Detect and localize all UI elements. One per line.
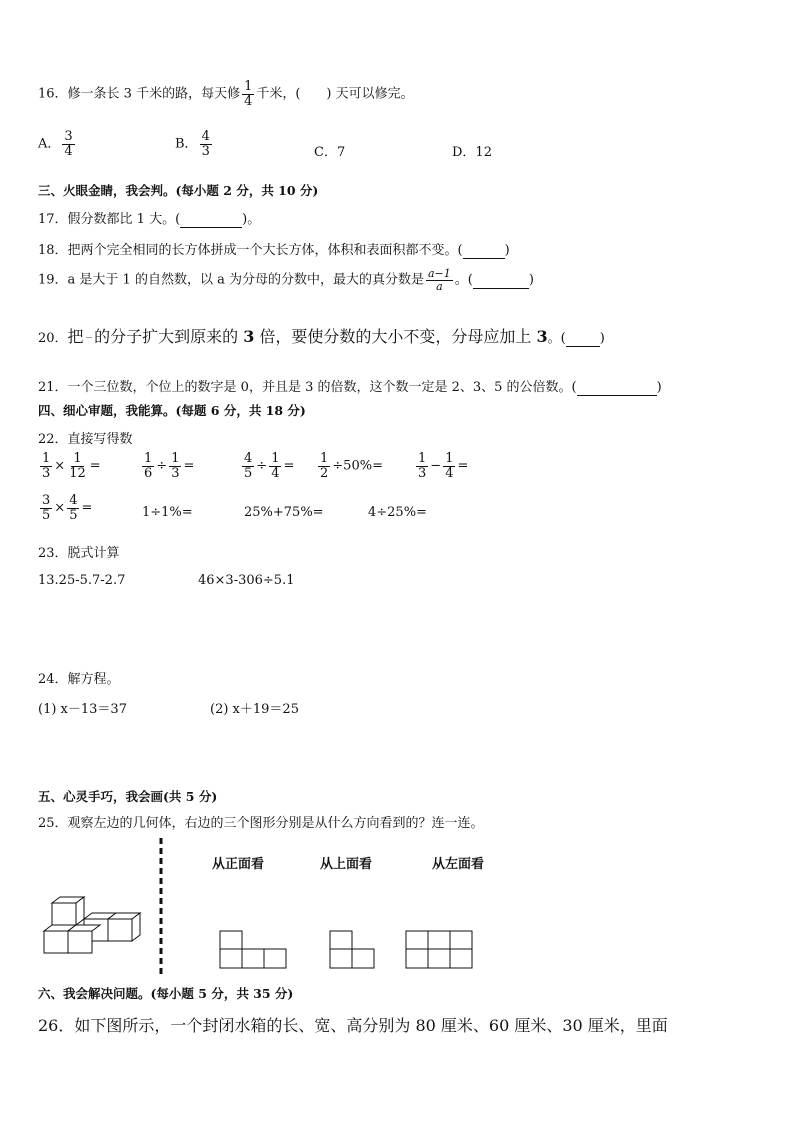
q18-text: 18．把两个完全相同的长方体拼成一个大长方体，体积和表面积都不变。( [38, 243, 463, 258]
frac-numerator: 3 [42, 493, 51, 508]
frac-numerator: 4 [244, 451, 253, 466]
q18-end: ) [504, 243, 510, 258]
q25-title: 25．观察左边的几何体，右边的三个图形分别是从什么方向看到的？连一连。 [38, 816, 484, 831]
equals: = [81, 500, 93, 516]
equals: = [183, 458, 195, 474]
section-5-heading: 五、心灵手巧，我会画(共 5 分) [38, 789, 218, 804]
answer-blank[interactable] [463, 243, 505, 259]
frac-numerator: 1 [320, 451, 329, 466]
q22-item-4 [316, 452, 383, 480]
equals: = [457, 458, 469, 474]
q22-item-1 [38, 452, 101, 480]
q16-suffix: 千米，( ) 天可以修完。 [256, 86, 414, 102]
q19-text: 19．a 是大于 1 的自然数，以 a 为分母的分数中，最大的真分数是 [38, 272, 424, 288]
q19-fraction [426, 268, 453, 292]
operator: ÷ [256, 458, 268, 474]
view-label-top[interactable]: 从上面看 [320, 857, 373, 872]
q16-text: 16．修一条长 3 千米的路，每天修 [38, 86, 241, 102]
frac-denominator: 3 [171, 465, 180, 481]
frac-numerator: 1 [418, 451, 427, 466]
frac-numerator: 1 [42, 451, 51, 466]
question-21 [38, 376, 662, 396]
view-shape-2[interactable] [329, 930, 377, 970]
q20-text: 的分子扩大到原来的 [94, 327, 244, 346]
q24-equation-1: (1) x－13＝37 [38, 702, 127, 717]
dashed-divider [158, 838, 164, 974]
option-fraction [200, 130, 212, 158]
question-20 [38, 324, 605, 347]
q20-bold-number: 3 [536, 327, 548, 346]
q20-text: 把 [67, 327, 84, 346]
frac-numerator: 4 [201, 129, 210, 144]
frac-denominator: 12 [69, 465, 86, 481]
q16-option-c[interactable]: C．7 [314, 145, 346, 160]
q20-close: ) [599, 331, 605, 346]
q19-end: ) [528, 272, 534, 288]
frac-denominator: 5 [42, 507, 51, 523]
q22-item-2 [140, 452, 194, 480]
view-label-front[interactable]: 从正面看 [212, 857, 265, 872]
frac-denominator: 3 [42, 465, 51, 481]
frac-denominator: 4 [64, 143, 73, 159]
frac-denominator: 5 [244, 465, 253, 481]
section-6-heading: 六、我会解决问题。(每小题 5 分，共 35 分) [38, 986, 294, 1001]
q20-number: 20． [38, 331, 68, 346]
q23-expression-1: 13.25-5.7-2.7 [38, 573, 126, 588]
view-shape-1[interactable] [219, 930, 289, 970]
frac-numerator: 3 [64, 129, 73, 144]
answer-blank[interactable] [577, 380, 657, 396]
option-label: A． [38, 136, 61, 152]
q20-fraction [86, 329, 93, 347]
q20-text: 倍，要使分数的大小不变，分母应加上 [254, 327, 537, 346]
cube-solid-figure [38, 895, 144, 961]
q22-item-8: 25%+75%= [244, 505, 324, 520]
frac-numerator: 1 [73, 451, 82, 466]
frac-numerator: a−1 [427, 267, 451, 280]
q16-option-a[interactable] [38, 130, 77, 158]
question-26: 26．如下图所示，一个封闭水箱的长、宽、高分别为 80 厘米、60 厘米、30 厘米，里面 [38, 1016, 668, 1035]
answer-blank[interactable] [566, 327, 600, 347]
answer-blank[interactable] [473, 273, 529, 289]
frac-denominator: 4 [271, 465, 280, 481]
answer-blank[interactable] [180, 212, 242, 228]
q23-title: 23．脱式计算 [38, 546, 120, 561]
q16-fraction [242, 80, 254, 108]
frac-numerator: 4 [69, 493, 78, 508]
q17-end: )。 [242, 212, 261, 227]
frac-numerator: 1 [445, 451, 454, 466]
q22-item-6 [38, 494, 92, 522]
frac-numerator: 1 [144, 451, 153, 466]
frac-denominator: a [436, 279, 443, 293]
q16-option-d[interactable]: D．12 [452, 145, 492, 160]
frac-numerator: 1 [171, 451, 180, 466]
operator: − [430, 458, 442, 474]
section-3-heading: 三、火眼金睛，我会判。(每小题 2 分，共 10 分) [38, 183, 319, 198]
view-shape-3[interactable] [405, 930, 475, 970]
q16-option-b[interactable] [175, 130, 214, 158]
q22-title: 22．直接写得数 [38, 432, 133, 447]
q22-item-3 [240, 452, 294, 480]
option-label: B． [175, 136, 198, 152]
q20-bold-number: 3 [243, 327, 255, 346]
q17-text: 17．假分数都比 1 大。( [38, 212, 181, 227]
q19-mid: 。( [454, 272, 473, 288]
frac-denominator: 5 [69, 507, 78, 523]
frac-numerator: 1 [271, 451, 280, 466]
section-4-heading: 四、细心审题，我能算。(每题 6 分，共 18 分) [38, 403, 306, 418]
option-fraction [62, 130, 74, 158]
question-18 [38, 239, 510, 259]
q22-item-7: 1÷1%= [142, 505, 193, 520]
frac-denominator: 3 [201, 143, 210, 159]
operator: ÷50%= [332, 458, 383, 474]
operator: × [54, 458, 66, 474]
operator: ÷ [156, 458, 168, 474]
frac-denominator: 3 [418, 465, 427, 481]
frac-denominator: 4 [244, 93, 253, 109]
operator: × [54, 500, 66, 516]
q21-text: 21．一个三位数，个位上的数字是 0，并且是 3 的倍数，这个数一定是 2、3、5 的公倍数。( [38, 380, 577, 395]
q20-end: 。( [547, 331, 566, 346]
question-17 [38, 208, 260, 228]
frac-numerator: 1 [244, 79, 253, 94]
q23-expression-2: 46×3-306÷5.1 [198, 573, 295, 588]
frac-denominator: 4 [445, 465, 454, 481]
frac-denominator: 6 [144, 465, 153, 481]
q22-item-9: 4÷25%= [368, 505, 427, 520]
q24-equation-2: (2) x＋19＝25 [210, 702, 299, 717]
q21-end: ) [656, 380, 662, 395]
view-label-left[interactable]: 从左面看 [432, 857, 485, 872]
frac-denominator: 2 [320, 465, 329, 481]
equals: = [89, 458, 101, 474]
q24-title: 24．解方程。 [38, 672, 120, 687]
equals: = [283, 458, 295, 474]
question-19 [38, 268, 534, 292]
q22-item-5 [414, 452, 468, 480]
question-16 [38, 80, 414, 108]
